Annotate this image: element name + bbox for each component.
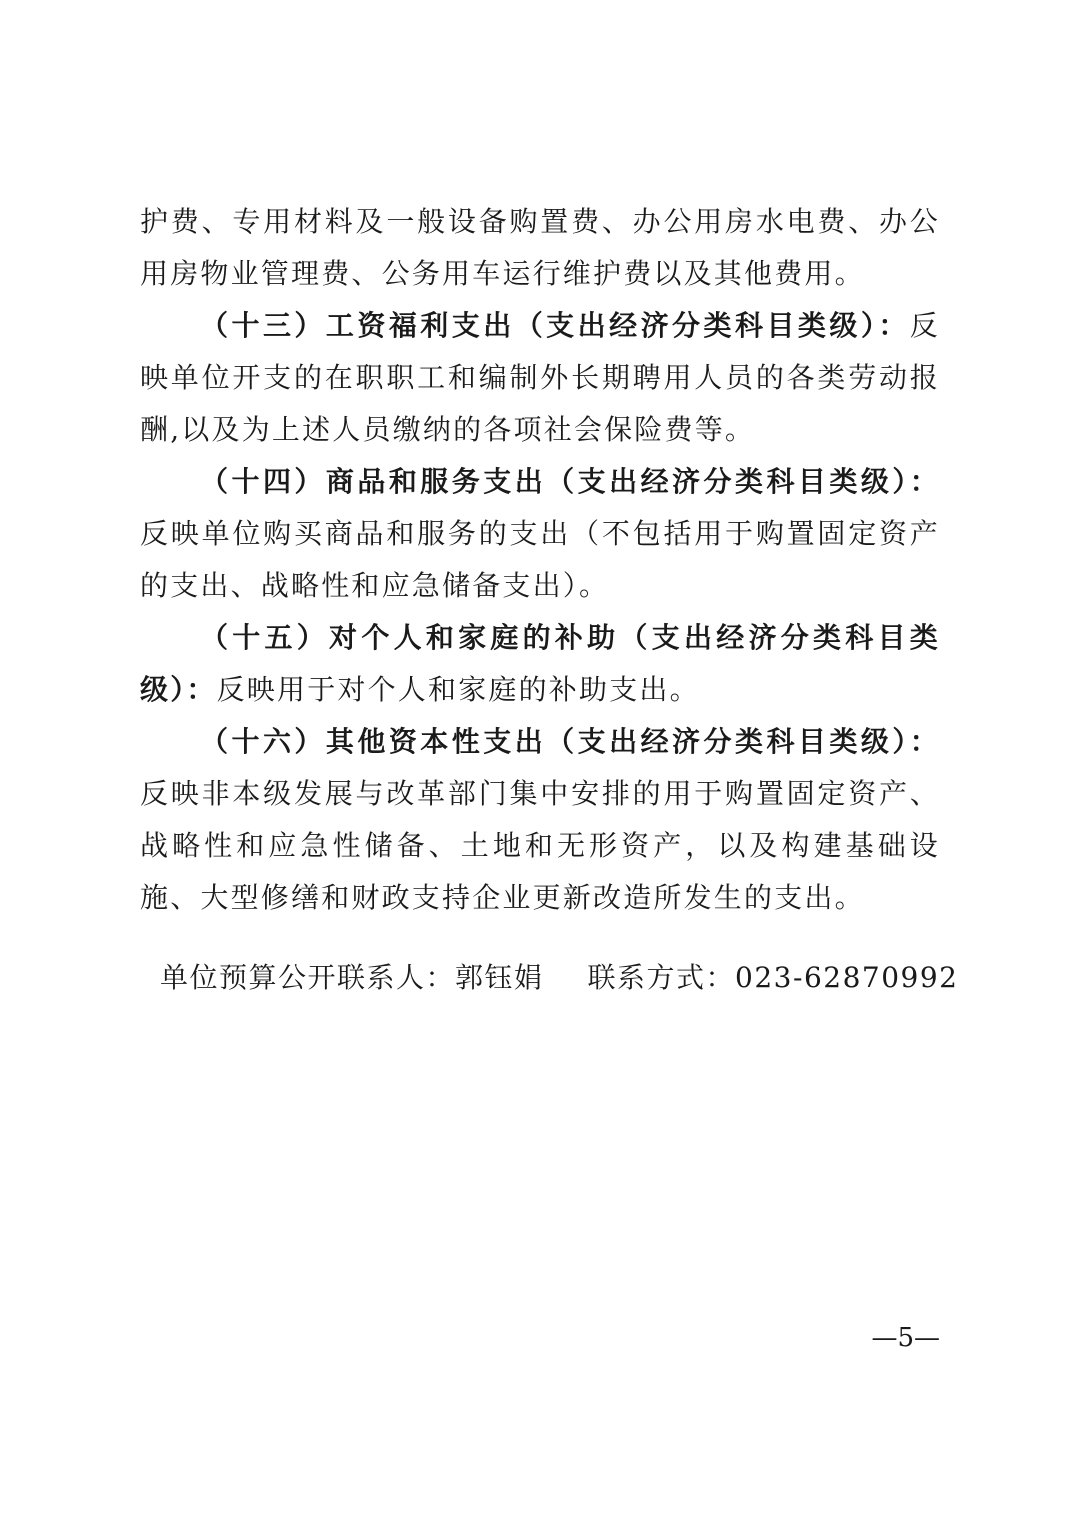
item-text-13: 反映单位开支的在职职工和编制外长期聘用人员的各类劳动报酬,以及为上述人员缴纳的各项社会保险费等。: [140, 309, 940, 446]
item-text-15: 反映用于对个人和家庭的补助支出。: [216, 673, 700, 706]
item-paragraph-14: [140, 456, 940, 612]
item-heading-13: （十三）工资福利支出（支出经济分类科目类级）：: [200, 309, 910, 342]
item-heading-16: （十六）其他资本性支出（支出经济分类科目类级）：: [200, 725, 940, 758]
contact-phone-value: 023-62870992: [735, 961, 959, 994]
item-paragraph-15: [140, 612, 940, 716]
item-paragraph-13: [140, 300, 940, 456]
document-body: [140, 196, 940, 924]
item-text-14: 反映单位购买商品和服务的支出（不包括用于购置固定资产的支出、战略性和应急储备支出）。: [140, 517, 940, 602]
continuation-paragraph: 护费、专用材料及一般设备购置费、办公用房水电费、办公用房物业管理费、公务用车运行维护费以及其他费用。: [140, 205, 940, 290]
contact-person-name: 郭钰娟: [455, 961, 544, 994]
page-number: —5—: [871, 1323, 940, 1353]
item-heading-14: （十四）商品和服务支出（支出经济分类科目类级）：: [200, 465, 940, 498]
contact-phone-label: 联系方式：: [587, 961, 736, 994]
item-heading-15: （十五）对个人和家庭的补助（支出经济分类科目类级）：: [140, 621, 940, 706]
contact-line: [160, 956, 959, 1000]
item-paragraph-16: [140, 716, 940, 924]
contact-person-label: 单位预算公开联系人：: [160, 961, 456, 994]
item-text-16: 反映非本级发展与改革部门集中安排的用于购置固定资产、战略性和应急性储备、土地和无形资产，以及构建基础设施、大型修缮和财政支持企业更新改造所发生的支出。: [140, 777, 940, 914]
